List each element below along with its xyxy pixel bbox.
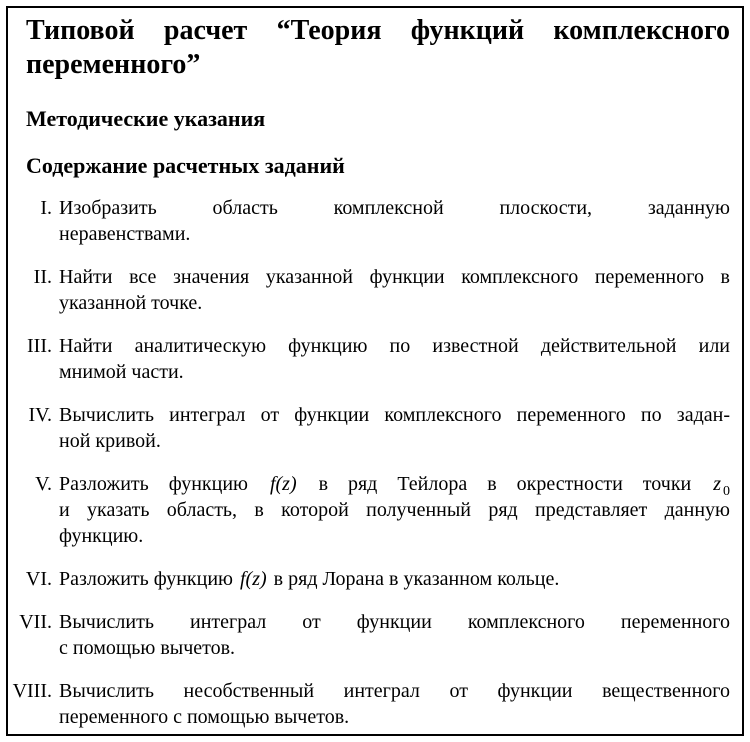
item-number: I. bbox=[40, 197, 52, 219]
item-line bbox=[59, 428, 730, 454]
item-line bbox=[59, 566, 730, 592]
item-text bbox=[59, 609, 730, 661]
text-segment: Найти аналитическую функцию по известной действительной или bbox=[59, 335, 730, 357]
text-segment: указанной точке. bbox=[59, 292, 203, 314]
math-subscript: 0 bbox=[723, 484, 730, 499]
task-item bbox=[26, 195, 730, 247]
task-item bbox=[26, 333, 730, 385]
item-text bbox=[59, 264, 730, 316]
document-title-line-1: Типовой расчет “Теория функций комплексного bbox=[26, 15, 730, 46]
item-line bbox=[59, 609, 730, 635]
item-line bbox=[59, 523, 730, 549]
task-item bbox=[19, 609, 730, 661]
text-segment: Изобразить область комплексной плоскости, заданную bbox=[59, 197, 730, 219]
task-item bbox=[26, 264, 730, 316]
item-line bbox=[59, 497, 730, 523]
item-line bbox=[59, 264, 730, 290]
item-line bbox=[59, 195, 730, 221]
item-text bbox=[59, 195, 730, 247]
item-text bbox=[59, 566, 730, 592]
section-heading-methodical: Методические указания bbox=[26, 106, 266, 131]
item-line bbox=[59, 471, 730, 497]
item-number: II. bbox=[33, 266, 52, 288]
item-line bbox=[59, 221, 730, 247]
math-expression: z bbox=[713, 473, 721, 495]
text-segment: в ряд Тейлора в окрестности точки bbox=[298, 473, 712, 495]
document-title bbox=[26, 14, 730, 82]
text-segment: Вычислить несобственный интеграл от функции вещественного bbox=[59, 680, 730, 702]
task-item bbox=[26, 471, 730, 549]
item-text bbox=[59, 402, 730, 454]
text-segment: Разложить функцию bbox=[59, 568, 238, 590]
text-segment: Вычислить интеграл от функции комплексного переменного bbox=[59, 611, 730, 633]
item-number: VIII. bbox=[12, 680, 52, 702]
section-heading-contents: Содержание расчетных заданий bbox=[26, 153, 345, 178]
text-segment: и указать область, в которой полученный ряд представляет данную bbox=[59, 499, 730, 521]
item-line bbox=[59, 678, 730, 704]
item-line bbox=[59, 359, 730, 385]
text-segment: функцию. bbox=[59, 525, 144, 547]
math-expression: f(z) bbox=[269, 473, 297, 495]
item-line bbox=[59, 290, 730, 316]
item-number: V. bbox=[35, 473, 52, 495]
item-text bbox=[59, 333, 730, 385]
text-segment: Найти все значения указанной функции комплексного переменного в bbox=[59, 266, 730, 288]
task-list bbox=[12, 195, 730, 730]
text-segment: Вычислить интеграл от функции комплексного переменного по задан- bbox=[59, 404, 730, 426]
item-text bbox=[59, 471, 730, 549]
item-number: III. bbox=[27, 335, 52, 357]
math-expression: f(z) bbox=[240, 568, 267, 590]
text-segment: переменного с помощью вычетов. bbox=[59, 706, 350, 728]
item-line bbox=[59, 402, 730, 428]
task-item bbox=[26, 402, 730, 454]
item-line bbox=[59, 635, 730, 661]
text-segment: ной кривой. bbox=[59, 430, 161, 452]
item-text bbox=[59, 678, 730, 730]
item-line bbox=[59, 333, 730, 359]
item-line bbox=[59, 704, 730, 730]
text-segment: с помощью вычетов. bbox=[59, 637, 236, 659]
text-segment: неравенствами. bbox=[59, 223, 191, 245]
task-item bbox=[26, 566, 730, 592]
task-item bbox=[12, 678, 730, 730]
page-frame bbox=[6, 6, 744, 736]
text-segment: мнимой части. bbox=[59, 361, 184, 383]
document-title-line-2: переменного” bbox=[26, 49, 201, 80]
text-segment: в ряд Лорана в указанном кольце. bbox=[268, 568, 560, 590]
item-number: IV. bbox=[28, 404, 52, 426]
item-number: VII. bbox=[19, 611, 52, 633]
text-segment: Разложить функцию bbox=[59, 473, 268, 495]
item-number: VI. bbox=[25, 568, 52, 590]
